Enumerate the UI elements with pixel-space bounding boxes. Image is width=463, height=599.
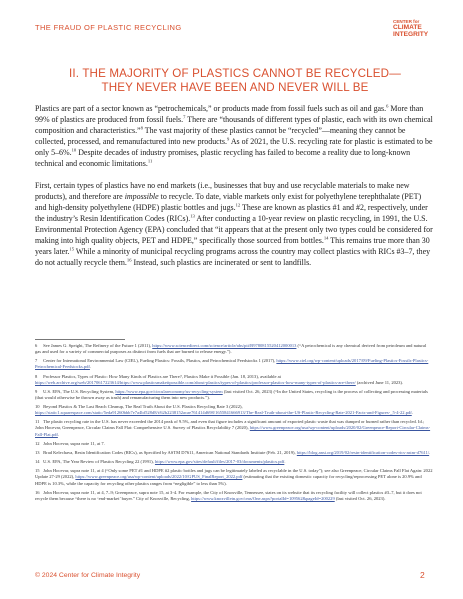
footnote-number: 6 [35,343,38,348]
footnote-text: . [284,459,286,465]
footnote-text: U.S. EPA, The Year Review of Plastics Recycling 22 (1991), [43,459,155,465]
footnote-number: 8 [35,373,38,379]
footnote-link[interactable]: https://www.greenpeace.org/usa/wp-content/uploads/2020/02/Greenpeace-Report-Circular-Claims-Fall-Flat.pdf [35,425,431,437]
footnote-text: John Hocevar, supra note 11, at 7. [43,440,105,446]
footnote-link[interactable]: https://web.archive.org/web/20170617223614/https://www.plasticsmakeitpossible.com/about-plastics/types-of-plastics/professor-plastics-how-many-types-of-plastics-are-there/ [35,379,356,385]
footnote-text: . [411,410,413,416]
footnote-text: (last visited Oct. 26, 2023). [334,495,386,501]
paragraph-text: Plastics are part of a sector known as “petrochemicals,” or products made from fossil fuels such as oil and gas. [35,104,387,113]
paragraph-text: While a minority of municipal recycling programs across the country may collect plastics with RICs #3–7, they do not actually recycle them. [35,247,431,268]
section-title-line-1: II. THE MAJORITY OF PLASTICS CANNOT BE RECYCLED— [69,67,401,80]
footnote-link[interactable]: https://static1.squarespace.com/static/5eda91260bbb7e7a4bf528d8/t/62b2238152acae761414d698/1655841666913/The-Real-Truth-about-the-US-Plastic-Recycling-Rate-2021-Facts-and-Figures-_5-4-22.pdf [35,410,412,416]
footnote-number: 16 [35,489,40,495]
running-header: THE FRAUD OF PLASTIC RECYCLING [35,23,182,32]
footnote-number: 15 [35,468,40,474]
paragraph-text: First, certain types of plastics have no end markets (i.e., businesses that buy and use recyclable materials to make new products), and therefore are [35,180,410,201]
footnote-ref[interactable]: 11 [147,158,153,164]
paragraph-text: There are “thousands of different types of plastic, each with its own chemical composition and characteristics.” [35,115,433,136]
footnote [35,358,433,370]
footnote-number: 10 [35,404,40,410]
footnote-number: 11 [35,419,40,425]
logo-line-1: CENTER for [393,19,420,24]
paragraph-text: After conducting a 10-year review on plastic recycling, in 1991, the U.S. Environmental Protection Agency (EPA) concluded that “it appears that at the present only two types could be considered for making into high quality objects, PET and HDPE,” specifically those sourced from bottles. [35,213,433,246]
footer-copyright: © 2024 Center for Climate Integrity [35,572,141,579]
footnote-link[interactable]: https://www.epa.gov/circulareconomy/us-recycling-system [115,388,223,394]
paragraph-text: More than 99% of plastics are produced from fossil fuels. [35,104,424,125]
footnotes [35,343,433,505]
footnote-text: Beyond Plastics & The Last Beach Cleanup, The Real Truth About the U.S. Plastics Recycling Rate 3 (2022), [43,404,243,410]
logo-line-2: CLIMATE [393,24,422,32]
footnote-text: John Hocevar, supra note 11, at 4, 7–9; Greenpeace, supra note 15, at 3-4. For example, the City of Knoxville, Tennessee, states on its website that its recycling facility will collect plastics #3–7, but it does not recycle them because “there is no ‘end-market’ buyer.” City of Knoxville, Recycling, [35,489,422,501]
footnote-link[interactable]: https://www.greenpeace.org/usa/wp-content/uploads/2022/10/GPUS_FinalReport_2022.pdf [75,474,243,480]
paragraph-text: to recycle. To date, viable markets only exist for polyethylene terephthalate (PET) and high-density polyethylene (HDPE) plastic bottles and jugs. [35,191,422,212]
footnote [35,450,433,456]
logo-line-3: INTEGRITY [393,30,429,38]
footnote-text: . [57,431,59,437]
paragraph [35,103,433,170]
section-title [35,67,435,95]
page-number: 2 [420,570,425,580]
footnote-text: . [89,364,92,370]
footnote-ref[interactable]: 15 [69,246,74,252]
footnote-text: Brad Kelechava, Resin Identification Codes (RICs), as Specified by ASTM D7611, American National Standards Institute (Feb. 21, 2019), [43,449,297,455]
footnote-text: See [43,343,51,348]
footnote-text: (last visited Oct. 26, 2023) (“In the United States, recycling is the process of collecting and processing materials (that would otherwise be thrown away as trash) and remanufacturing them into new products.”). [35,388,428,400]
emphasis-text: impossible [124,191,159,201]
paragraph-text: These are known as plastics #1 and #2, respectively, under the industry’s Resin Identification Codes (RICs). [35,202,428,223]
footnote-text: (“A petrochemical is any chemical derived from petroleum and natural gas and used for a variety of commercial purposes as distinct from fuels that are burned to release energy.”). [35,343,427,355]
footnote-link[interactable]: https://www.sciencedirect.com/science/article/abs/pii/B9780815520412000013 [152,343,297,348]
footnote-ref[interactable]: 7 [183,114,186,120]
organization-logo [393,19,428,38]
body-text [35,103,433,278]
footnote-number: 9 [35,388,38,394]
footnote-ref[interactable]: 14 [323,235,329,241]
footnote [35,404,433,416]
footnote-link[interactable]: https://www.knoxvilletn.gov/cms/One.aspx?portalId=109562&pageId=200229 [191,495,335,501]
paragraph-text: This remains true more than 30 years later. [35,236,430,257]
footnote-text: Professor Plastics, Types of Plastic: How Many Kinds of Plastics are There?, Plastics Make it Possible (Jan. 18, 2013), available at [43,373,281,379]
footnote-number: 7 [35,358,38,364]
paragraph-text: As of 2021, the U.S. recycling rate for plastic is estimated to be only 5–6%. [35,137,433,158]
footnote-text: John Hocevar, supra note 11, at 4 (“Only some PET #1 and HDPE #2 plastic bottles and jugs can be legitimately labeled as recyclable in the U.S. today”); see also Greenpeace, Circular Claims Fall Flat Again: 2022 Update 27-29 (2022), [35,468,433,480]
footnote-ref[interactable]: 8 [140,125,143,131]
footnote-ref[interactable]: 10 [71,147,77,153]
footnote-divider [35,339,125,340]
section-title-line-2: THEY NEVER HAVE BEEN AND NEVER WILL BE [101,81,369,94]
footnote-text: U.S. EPA, The U.S. Recycling System, [43,388,116,394]
footnote-number: 12 [35,440,40,446]
footnote-text: (estimating that the existing domestic capacity for recycling/reprocessing PET alone is 20.9% and HDPE is 10.3%, while the capacity for recycling other plastics ranges from “negligible” to less than 5%). [35,474,422,486]
footnote-link[interactable]: https://www.ciel.org/wp-content/uploads/2017/09/Fueling-Plastics-Fossils-Plastics-Petrochemical-Feedstocks.pdf [35,358,429,370]
paragraph [35,180,433,269]
footnote-ref[interactable]: 9 [226,136,230,142]
footnote [35,441,433,447]
paragraph-text: Instead, such plastics are incinerated or sent to landfills. [131,258,312,268]
footnote-text: (archived June 11, 2023). [355,379,404,385]
footnote-number: 13 [35,449,40,455]
footnote-text: James G. Speight, The Refinery of the Future 1 (2011), [50,343,153,348]
footnote [35,374,433,386]
footnote [35,468,433,486]
footnote [35,343,433,355]
footnote-number: 14 [35,459,40,465]
footnote [35,490,433,502]
footnote-ref[interactable]: 6 [386,103,389,109]
footnote [35,389,433,401]
paragraph-text: The vast majority of these plastics cannot be “recycled”—meaning they cannot be collected, processed, and remanufactured into new products. [35,126,406,147]
footnote [35,419,433,437]
footnote-text: Center for International Environmental Law (CIEL), Fueling Plastics: Fossils, Plastics, and Petrochemical Feedstocks 1 (2017), [43,358,277,364]
footnote-ref[interactable]: 12 [235,202,241,208]
footnote-text: . [429,449,431,455]
footnote-link[interactable]: https://blog.ansi.org/2019/02/resin-identification-codes-rics-astm-d7611/ [296,449,430,455]
footnote-text: The plastic recycling rate in the U.S. has never exceeded the 2014 peak of 9.5%, and even that figure includes a significant amount of exported plastic waste that was dumped or burned rather than recycled. Id.; John Hocevar, Greenpeace, Circular Claims Fall Flat: Comprehensive U.S. Survey of Plastics Recyclability 7 (2020), [35,419,425,431]
footnote-ref[interactable]: 13 [190,213,195,219]
footnote-ref[interactable]: 16 [126,257,132,263]
paragraph-text: Despite decades of industry promises, plastic recycling has failed to become a reality due to long-known technical and economic limitations. [35,148,411,169]
footnote-link[interactable]: https://www.epa.gov/sites/default/files/2017-03/documents/plastics.pdf [154,459,285,465]
footnote [35,459,433,465]
